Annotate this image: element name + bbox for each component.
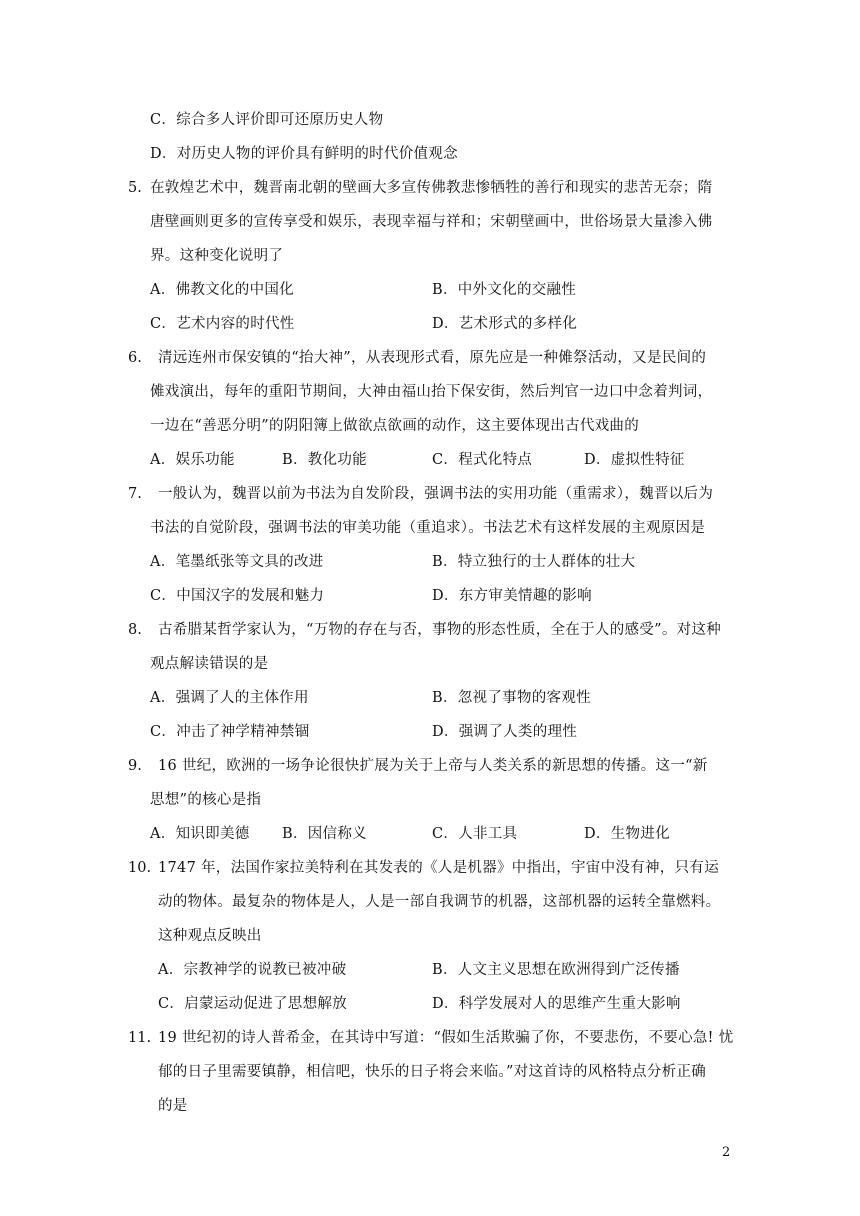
q6-stem-line-3: 一边在“善恶分明”的阴阳簿上做欲点欲画的动作，这主要体现出古代戏曲的: [150, 418, 640, 434]
q10-stem-line-1: 1747 年，法国作家拉美特利在其发表的《人是机器》中指出，宇宙中没有神，只有运: [158, 860, 720, 876]
q5-stem-line-1: 在敦煌艺术中，魏晋南北朝的壁画大多宣传佛教悲惨牺牲的善行和现实的悲苦无奈；隋: [150, 180, 713, 196]
q8-option-b[interactable]: B．忽视了事物的客观性: [432, 690, 591, 706]
q9-number: 9.: [128, 758, 142, 774]
q9-option-c[interactable]: C．人非工具: [432, 826, 518, 842]
q4-option-d[interactable]: D．对历史人物的评价具有鲜明的时代价值观念: [150, 146, 458, 162]
q9-option-a[interactable]: A．知识即美德: [150, 826, 250, 842]
q5-option-b[interactable]: B．中外文化的交融性: [432, 282, 577, 298]
q5-stem-line-2: 唐壁画则更多的宣传享受和娱乐，表现幸福与祥和；宋朝壁画中，世俗场景大量渗入佛: [150, 214, 713, 230]
q7-option-c[interactable]: C．中国汉字的发展和魅力: [150, 588, 325, 604]
q9-option-d[interactable]: D．生物进化: [584, 826, 670, 842]
q10-option-c[interactable]: C．启蒙运动促进了思想解放: [158, 996, 347, 1012]
q6-number: 6.: [128, 350, 142, 366]
q7-option-b[interactable]: B．特立独行的士人群体的壮大: [432, 554, 636, 570]
q5-stem-line-3: 界。这种变化说明了: [150, 248, 284, 264]
q8-option-d[interactable]: D．强调了人类的理性: [432, 724, 578, 740]
page-number: 2: [722, 1145, 731, 1160]
q11-number: 11.: [128, 1030, 152, 1046]
q7-stem-line-1: 一般认为，魏晋以前为书法为自发阶段，强调书法的实用功能（重需求），魏晋以后为: [158, 486, 714, 502]
q5-number: 5.: [128, 180, 142, 196]
q6-option-c[interactable]: C．程式化特点: [432, 452, 533, 468]
q6-stem-line-2: 傩戏演出，每年的重阳节期间，大神由福山抬下保安街，然后判官一边口中念着判词，: [150, 384, 713, 400]
q5-option-a[interactable]: A．佛教文化的中国化: [150, 282, 294, 298]
q10-stem-line-3: 这种观点反映出: [158, 928, 262, 944]
q10-stem-line-2: 动的物体。最复杂的物体是人，人是一部自我调节的机器，这部机器的运转全靠燃料。: [158, 894, 721, 910]
q10-option-a[interactable]: A．宗教神学的说教已被冲破: [158, 962, 347, 978]
q9-stem-line-2: 思想”的核心是指: [150, 792, 262, 808]
q11-stem-line-1: 19 世纪初的诗人普希金，在其诗中写道：“假如生活欺骗了你，不要悲伤，不要心急! 忧: [158, 1030, 734, 1046]
q10-number: 10.: [128, 860, 152, 876]
q6-option-d[interactable]: D．虚拟性特征: [584, 452, 685, 468]
q8-stem-line-1: 古希腊某哲学家认为，“万物的存在与否，事物的形态性质，全在于人的感受”。对这种: [158, 622, 722, 638]
q7-number: 7.: [128, 486, 142, 502]
q8-stem-line-2: 观点解读错误的是: [150, 656, 269, 672]
q9-stem-line-1: 16 世纪，欧洲的一场争论很快扩展为关于上帝与人类关系的新思想的传播。这一“新: [158, 758, 708, 774]
q5-option-c[interactable]: C．艺术内容的时代性: [150, 316, 295, 332]
q7-option-d[interactable]: D．东方审美情趣的影响: [432, 588, 592, 604]
q6-option-b[interactable]: B．教化功能: [282, 452, 367, 468]
q7-option-a[interactable]: A．笔墨纸张等文具的改进: [150, 554, 324, 570]
q11-stem-line-3: 的是: [158, 1098, 188, 1114]
q8-option-a[interactable]: A．强调了人的主体作用: [150, 690, 309, 706]
q8-option-c[interactable]: C．冲击了神学精神禁锢: [150, 724, 310, 740]
q8-number: 8.: [128, 622, 142, 638]
q5-option-d[interactable]: D．艺术形式的多样化: [432, 316, 578, 332]
q11-stem-line-2: 郁的日子里需要镇静，相信吧，快乐的日子将会来临。”对这首诗的风格特点分析正确: [158, 1064, 707, 1080]
q10-option-d[interactable]: D．科学发展对人的思维产生重大影响: [432, 996, 681, 1012]
q10-option-b[interactable]: B．人文主义思想在欧洲得到广泛传播: [432, 962, 680, 978]
q4-option-c[interactable]: C．综合多人评价即可还原历史人物: [150, 112, 384, 128]
q9-option-b[interactable]: B．因信称义: [282, 826, 367, 842]
q6-option-a[interactable]: A．娱乐功能: [150, 452, 235, 468]
q7-stem-line-2: 书法的自觉阶段，强调书法的审美功能（重追求）。书法艺术有这样发展的主观原因是: [150, 520, 706, 536]
q6-stem-line-1: 清远连州市保安镇的“抬大神”，从表现形式看，原先应是一种傩祭活动，又是民间的: [158, 350, 707, 366]
